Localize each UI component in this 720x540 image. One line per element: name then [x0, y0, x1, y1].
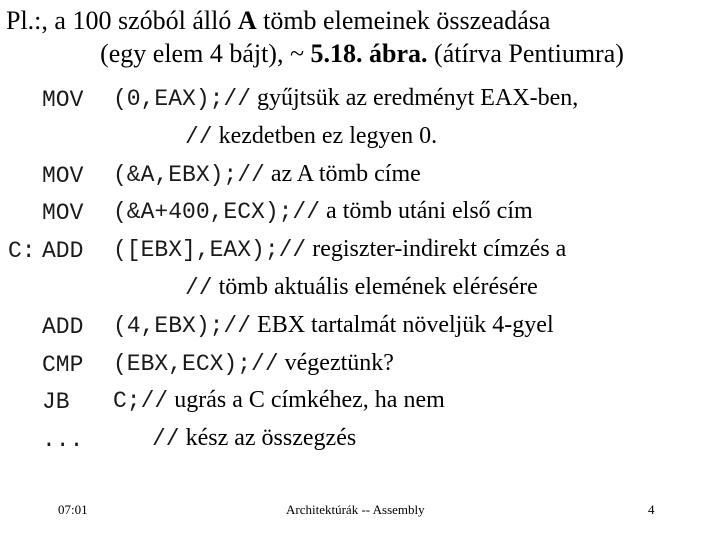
code-row — [0, 271, 720, 309]
code-operands-line — [113, 236, 566, 263]
code-operands-line — [113, 350, 394, 377]
code-comment: kész az összegzés — [179, 425, 357, 452]
code-operands: (&A,EBX);// — [113, 161, 265, 188]
code-operands: (0,EAX);// — [113, 86, 252, 112]
code-operands-line — [113, 161, 421, 188]
title-line-1 — [0, 4, 720, 37]
code-opcode: CMP — [42, 351, 84, 378]
code-comment: gyűjtsük az eredményt EAX-ben, — [251, 85, 579, 111]
code-operands: (4,EBX);// — [113, 312, 252, 339]
title-bold-a: A — [237, 6, 257, 35]
code-row — [0, 309, 720, 347]
code-row — [0, 422, 720, 460]
code-operands: ([EBX],EAX);// — [113, 237, 307, 264]
code-opcode: JB — [42, 389, 70, 416]
title-text-c: (egy elem 4 bájt), ~ — [100, 39, 311, 68]
code-row — [0, 233, 720, 271]
code-operands: C;// — [113, 388, 169, 415]
code-operands: // — [185, 123, 213, 150]
title-text-b: tömb elemeinek összeadása — [256, 6, 551, 35]
code-comment: regiszter-indirekt címzés a — [306, 236, 567, 263]
slide-title — [0, 4, 720, 70]
title-line-2 — [0, 37, 720, 70]
code-opcode: MOV — [42, 200, 84, 227]
code-operands-line — [113, 85, 578, 112]
code-operands-line — [185, 274, 538, 301]
footer-course: Architektúrák -- Assembly — [286, 502, 425, 517]
code-operands-line — [185, 123, 437, 150]
code-operands: // — [185, 274, 213, 301]
code-row — [0, 120, 720, 158]
code-opcode: ADD — [42, 238, 84, 265]
code-operands-line — [113, 312, 554, 339]
code-row — [0, 158, 720, 196]
title-bold-figure: 5.18. ábra. — [310, 39, 428, 68]
code-row — [0, 347, 720, 385]
code-opcode: ADD — [42, 313, 84, 340]
code-comment: végeztünk? — [278, 349, 394, 376]
code-opcode: MOV — [42, 162, 84, 189]
code-opcode: ... — [42, 427, 84, 454]
code-comment: EBX tartalmát növeljük 4-gyel — [251, 311, 554, 338]
footer-time: 07:01 — [58, 502, 88, 517]
code-comment: kezdetben ez legyen 0. — [212, 122, 438, 149]
code-label: C: — [8, 238, 36, 265]
code-operands: (EBX,ECX);// — [113, 350, 279, 377]
code-comment: ugrás a C címkéhez, ha nem — [168, 387, 445, 414]
code-opcode: MOV — [42, 87, 84, 113]
code-row — [0, 82, 720, 120]
code-row — [0, 384, 720, 422]
code-operands-line — [113, 387, 445, 414]
footer-page-number: 4 — [648, 502, 655, 517]
code-comment: tömb aktuális elemének elérésére — [212, 273, 538, 300]
code-operands: (&A+400,ECX);// — [113, 199, 321, 226]
title-text-d: (átírva Pentiumra) — [427, 39, 624, 68]
code-operands: // — [152, 426, 180, 453]
code-comment: a tömb utáni első cím — [320, 198, 533, 225]
code-comment: az A tömb címe — [264, 160, 421, 187]
code-operands-line — [152, 425, 356, 452]
code-operands-line — [113, 198, 533, 225]
code-row — [0, 195, 720, 233]
code-listing — [0, 82, 720, 460]
title-text-a: Pl.:, a 100 szóból álló — [6, 6, 238, 35]
